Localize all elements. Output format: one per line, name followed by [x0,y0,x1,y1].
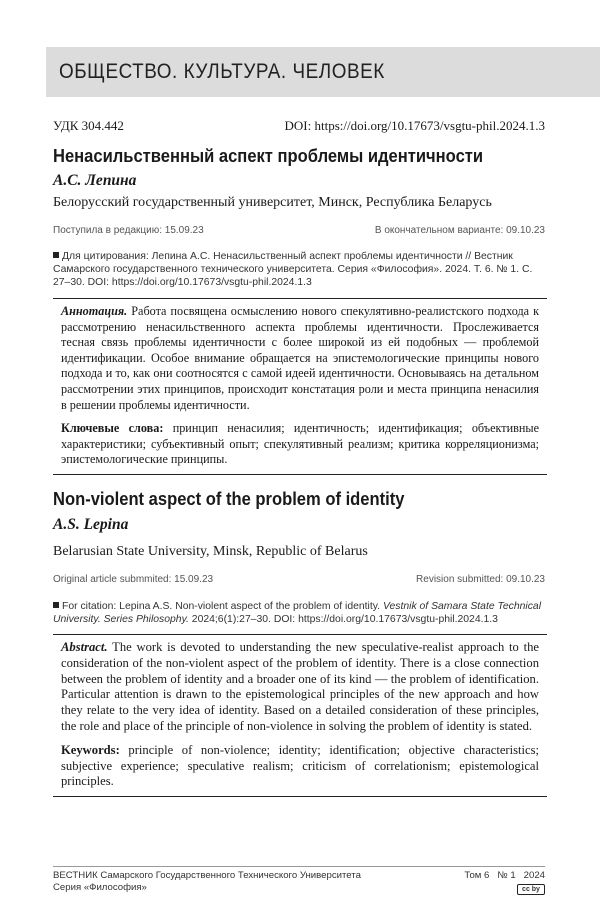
abstract-ru [61,304,539,413]
keywords-label-en: Keywords: [61,742,120,757]
revised-date-en: Revision submitted: 09.10.23 [416,574,545,585]
author-en: A.S. Lepina [53,516,129,533]
author-ru: А.С. Лепина [53,172,137,189]
citation-pre-en: For citation: Lepina A.S. Non-violent aspect of the problem of identity. [62,601,381,612]
doi-link[interactable]: DOI: https://doi.org/10.17673/vsgtu-phil.2024.1.3 [284,118,545,133]
udc-code: УДК 304.442 [53,118,124,133]
received-date-en: Original article submmited: 15.09.23 [53,574,214,585]
citation-ru [53,250,547,289]
abstract-box-ru [53,298,547,475]
received-date-ru: Поступила в редакцию: 15.09.23 [53,225,204,236]
footer-issue: Том 6 № 1 2024 [464,870,545,881]
citation-journal-en: Vestnik of Samara State Technical University. Series Philosophy. [53,601,542,625]
section-banner [46,47,600,97]
footer-issue-block [464,870,545,895]
keywords-ru [61,421,539,468]
keywords-label-ru: Ключевые слова: [61,421,164,436]
bullet-square-icon [53,252,59,258]
citation-post-en: 2024;6(1):27–30. DOI: https://doi.org/10.17673/vsgtu-phil.2024.1.3 [191,614,498,625]
section-title: ОБЩЕСТВО. КУЛЬТУРА. ЧЕЛОВЕК [59,60,385,83]
article-title-en: Non-violent aspect of the problem of identity [53,489,405,509]
abstract-label-ru: Аннотация. [61,304,128,318]
keywords-text-en: principle of non-violence; identity; identification; objective characteristics; subjective experience; speculative realism; criticism of correlationism; epistemological principles. [61,742,539,789]
citation-en [53,600,547,626]
abstract-text-en: The work is devoted to understanding the new speculative-realist approach to the consideration of the non-violent aspect of the problem of identity. There is a close connection between the problem of identity and a broader one of its kind — the problem of identification. Particular attention is drawn to the epistemological principles of the new approach and how they relate to the very idea of identity. Based on a detailed consideration of these principles, the role and place of the principle of non-violence in solving the problem of identity is stated. [61,640,540,733]
abstract-label-en: Abstract. [61,640,108,654]
footer-journal [53,870,361,894]
article-title-ru: Ненасильственный аспект проблемы идентичности [53,146,484,166]
revised-date-ru: В окончательном варианте: 09.10.23 [374,225,545,236]
bullet-square-icon [53,602,59,608]
abstract-en [61,640,539,735]
abstract-box-en [53,634,547,797]
page-footer [53,866,545,893]
keywords-text-ru: принцип ненасилия; идентичность; идентификация; объективные характеристики; субъективный опыт; спекулятивный реализм; критика корреляционизма; эпистемологические принципы. [61,421,540,467]
abstract-text-ru: Работа посвящена осмыслению нового спекулятивно-реалистского подхода к рассмотрению ненасильственного аспекта проблемы идентичности. Прослеживается тесная связь проблемы идентичности с более широкой из ей подобных — проблемой идентификации. Особое внимание обращается на эпистемологические принципы нового подхода и то, как они соотносятся с самой идеей идентичности. Основываясь на детальном рассмотрении этих принципов, происходит констатация роли и места принципа ненасилия в решении проблемы идентичности. [61,304,540,412]
cc-license-icon[interactable]: cc by [517,884,545,895]
affiliation-en: Belarusian State University, Minsk, Republic of Belarus [53,544,368,559]
footer-journal-line1: ВЕСТНИК Самарского Государственного Технического Университета [53,870,361,881]
affiliation-ru: Белорусский государственный университет, Минск, Республика Беларусь [53,195,492,210]
citation-text-ru: Для цитирования: Лепина А.С. Ненасильственный аспект проблемы идентичности // Вестник Самарского государственного технического университета. Серия «Философия». 2024. Т. 6. № 1. С. 27–30. DOI: https://doi.org/10.17673/vsgtu-phil.2024.1.3 [53,251,533,288]
footer-journal-line2: Серия «Философия» [53,882,147,893]
keywords-en [61,743,539,790]
